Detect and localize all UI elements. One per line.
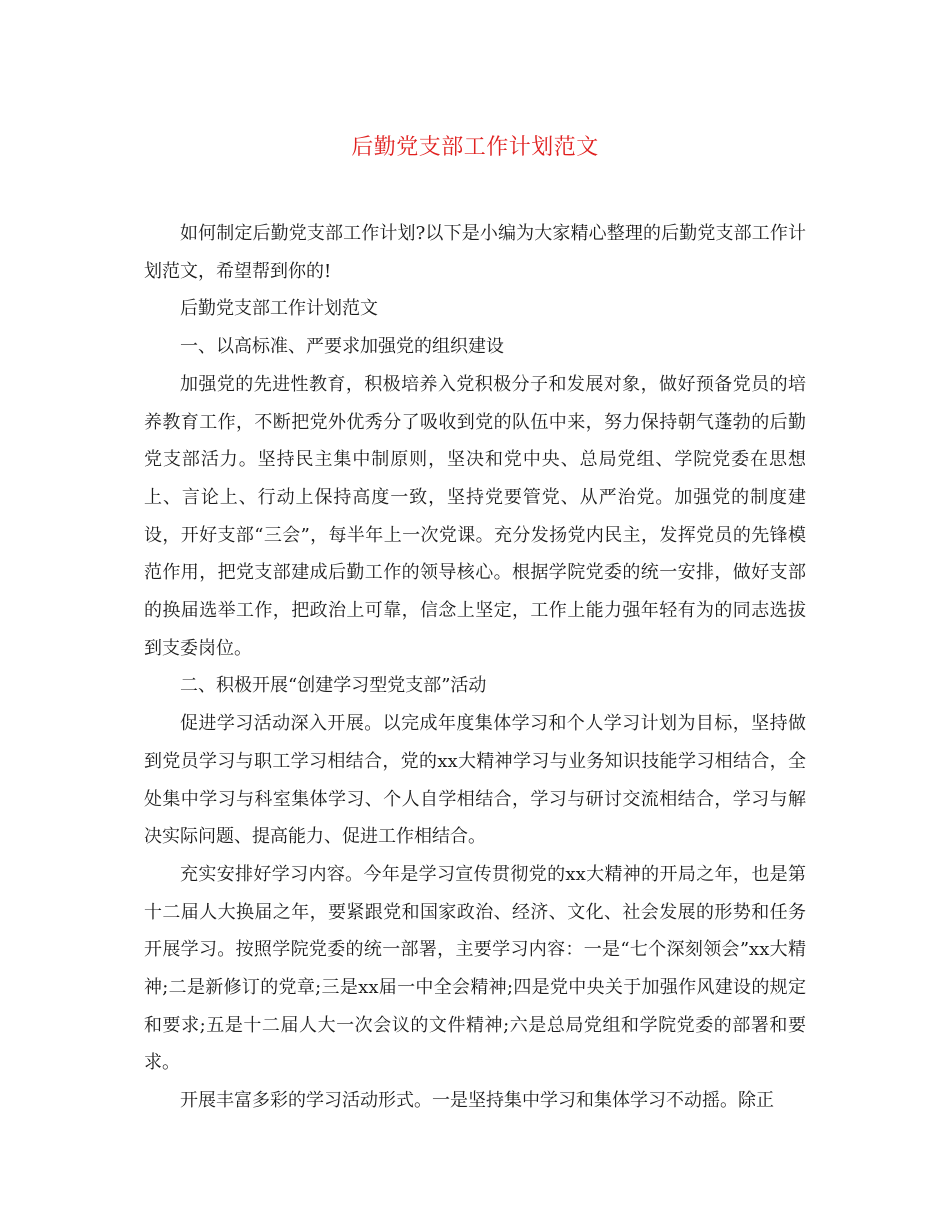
- section-heading: 一、以高标准、严要求加强党的组织建设: [180, 336, 504, 358]
- document-title: 后勤党支部工作计划范文: [351, 135, 599, 160]
- body-paragraph: 促进学习活动深入开展。以完成年度集体学习和个人学习计划为目标，坚持做到党员学习与职工学习相结合，党的xx大精神学习与业务知识技能学习相结合，全处集中学习与科室集体学习、个人自学相结合，学习与研讨交流相结合，学习与解决实际问题、提高能力、促进工作相结合。: [144, 713, 806, 848]
- section-heading: 二、积极开展“创建学习型党支部”活动: [180, 675, 487, 697]
- body-paragraph: 开展丰富多彩的学习活动形式。一是坚持集中学习和集体学习不动摇。除正: [180, 1090, 774, 1112]
- intro-paragraph: 如何制定后勤党支部工作计划?以下是小编为大家精心整理的后勤党支部工作计划范文，希望帮到你的!: [144, 223, 806, 282]
- body-paragraph: 充实安排好学习内容。今年是学习宣传贯彻党的xx大精神的开局之年，也是第十二届人大换届之年，要紧跟党和国家政治、经济、文化、社会发展的形势和任务开展学习。按照学院党委的统一部署，主要学习内容：一是“七个深刻领会”xx大精神;二是新修订的党章;三是xx届一中全会精神;四是党中央关于加强作风建设的规定和要求;五是十二届人大一次会议的文件精神;六是总局党组和学院党委的部署和要求。: [144, 863, 806, 1074]
- section-heading: 后勤党支部工作计划范文: [180, 298, 378, 320]
- document-body: [144, 215, 806, 1120]
- body-paragraph: 加强党的先进性教育，积极培养入党积极分子和发展对象，做好预备党员的培养教育工作，不断把党外优秀分了吸收到党的队伍中来，努力保持朝气蓬勃的后勤党支部活力。坚持民主集中制原则，坚决和党中央、总局党组、学院党委在思想上、言论上、行动上保持高度一致，坚持党要管党、从严治党。加强党的制度建设，开好支部“三会”，每半年上一次党课。充分发扬党内民主，发挥党员的先锋模范作用，把党支部建成后勤工作的领导核心。根据学院党委的统一安排，做好支部的换届选举工作，把政治上可靠，信念上坚定，工作上能力强年轻有为的同志选拔到支委岗位。: [144, 373, 806, 659]
